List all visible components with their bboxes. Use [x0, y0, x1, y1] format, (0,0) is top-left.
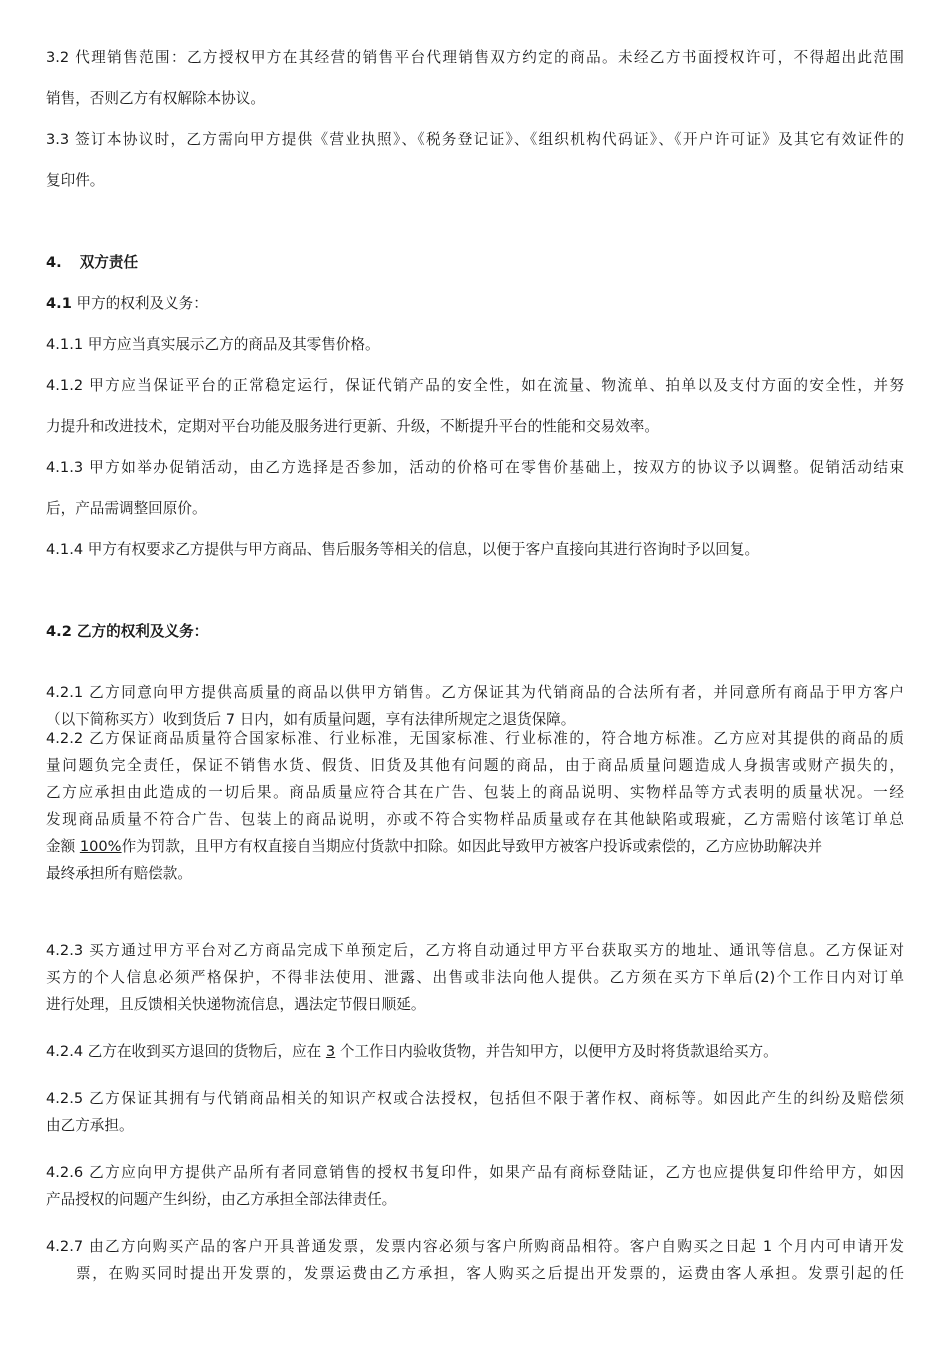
clause-4-2-3-line-3: 进行处理，且反馈相关快递物流信息，遇法定节假日顺延。: [46, 996, 426, 1013]
clause-4-2-2-line-2: 量问题负完全责任，保证不销售水货、假货、旧货及其他有问题的商品，由于商品质量问题造成人身损害或财产损失的，: [46, 757, 904, 774]
clause-4-1-2-line-1: 4.1.2 甲方应当保证平台的正常稳定运行，保证代销产品的安全性，如在流量、物流单、拍单以及支付方面的安全性，并努: [46, 377, 904, 394]
clause-4-2-4: [46, 1042, 778, 1062]
clause-4-2-1-line-1: 4.2.1 乙方同意向甲方提供高质量的商品以供甲方销售。乙方保证其为代销商品的合法所有者，并同意所有商品于甲方客户: [46, 684, 904, 701]
clause-3-3-line-2: 复印件。: [46, 172, 105, 189]
subsection-4-2-heading: 4.2 乙方的权利及义务：: [46, 623, 209, 640]
clause-4-1-3-line-1: 4.1.3 甲方如举办促销活动，由乙方选择是否参加，活动的价格可在零售价基础上，按双方的协议予以调整。促销活动结束: [46, 459, 904, 476]
clause-4-2-2-line-4: 发现商品质量不符合广告、包装上的商品说明，亦或不符合实物样品质量或存在其他缺陷或瑕疵，乙方需赔付该笔订单总: [46, 811, 904, 828]
clause-4-1-2-line-2: 力提升和改进技术，定期对平台功能及服务进行更新、升级，不断提升平台的性能和交易效率。: [46, 418, 659, 435]
clause-4-2-7-line-1: 4.2.7 由乙方向购买产品的客户开具普通发票，发票内容必须与客户所购商品相符。客户自购买之日起 1 个月内可申请开发: [46, 1238, 904, 1255]
clause-4-2-6-line-2: 产品授权的问题产生纠纷，由乙方承担全部法律责任。: [46, 1191, 397, 1208]
inspection-days: 3: [325, 1043, 336, 1060]
clause-4-1-1: 4.1.1 甲方应当真实展示乙方的商品及其零售价格。: [46, 336, 380, 353]
clause-4-2-1-line-2: （以下简称买方）收到货后 7 日内，如有质量问题，享有法律所规定之退货保障。: [46, 711, 576, 728]
clause-4-2-2-line-3: 乙方应承担由此造成的一切后果。商品质量应符合其在广告、包装上的商品说明、实物样品等方式表明的质量状况。一经: [46, 784, 904, 801]
clause-4-2-3-line-2: 买方的个人信息必须严格保护，不得非法使用、泄露、出售或非法向他人提供。乙方须在买方下单后(2)个工作日内对订单: [46, 969, 904, 986]
clause-3-2-line-1: 3.2 代理销售范围：乙方授权甲方在其经营的销售平台代理销售双方约定的商品。未经乙方书面授权许可，不得超出此范围: [46, 49, 904, 66]
section-4-heading: [46, 253, 138, 273]
clause-4-1-3-line-2: 后，产品需调整回原价。: [46, 500, 207, 517]
penalty-amount-label: 金额: [46, 838, 80, 855]
clause-4-2-5-line-2: 由乙方承担。: [46, 1117, 134, 1134]
section-4-number: 4.: [46, 254, 62, 271]
subsection-4-1-heading: [46, 294, 208, 314]
clause-4-2-4-text-a: 4.2.4 乙方在收到买方退回的货物后，应在: [46, 1043, 326, 1060]
penalty-percent: 100%: [79, 838, 122, 855]
clause-4-2-3-line-1: 4.2.3 买方通过甲方平台对乙方商品完成下单预定后，乙方将自动通过甲方平台获取买方的地址、通讯等信息。乙方保证对: [46, 942, 904, 959]
clause-4-2-2-line-5: [46, 837, 822, 857]
clause-3-2-line-2: 销售，否则乙方有权解除本协议。: [46, 90, 265, 107]
clause-4-2-4-text-b: 个工作日内验收货物，并告知甲方，以便甲方及时将货款退给买方。: [335, 1043, 778, 1060]
clause-4-1-4: 4.1.4 甲方有权要求乙方提供与甲方商品、售后服务等相关的信息，以便于客户直接向其进行咨询时予以回复。: [46, 541, 760, 558]
penalty-text: 作为罚款，且甲方有权直接自当期应付货款中扣除。如因此导致甲方被客户投诉或索偿的，乙方应协助解决并: [121, 838, 823, 855]
clause-4-2-2-line-1: 4.2.2 乙方保证商品质量符合国家标准、行业标准，无国家标准、行业标准的，符合地方标准。乙方应对其提供的商品的质: [46, 730, 904, 747]
subsection-4-1-title: 甲方的权利及义务：: [71, 295, 208, 312]
clause-4-2-7-line-2: 票，在购买同时提出开发票的，发票运费由乙方承担，客人购买之后提出开发票的，运费由客人承担。发票引起的任: [76, 1265, 904, 1282]
clause-4-2-6-line-1: 4.2.6 乙方应向甲方提供产品所有者同意销售的授权书复印件，如果产品有商标登陆证，乙方也应提供复印件给甲方，如因: [46, 1164, 904, 1181]
clause-4-2-2-line-6: 最终承担所有赔偿款。: [46, 865, 192, 882]
clause-3-3-line-1: 3.3 签订本协议时，乙方需向甲方提供《营业执照》、《税务登记证》、《组织机构代码证》、《开户许可证》及其它有效证件的: [46, 131, 904, 148]
clause-4-2-5-line-1: 4.2.5 乙方保证其拥有与代销商品相关的知识产权或合法授权，包括但不限于著作权、商标等。如因此产生的纠纷及赔偿须: [46, 1090, 904, 1107]
section-4-title: 双方责任: [79, 254, 139, 271]
subsection-4-1-number: 4.1: [46, 295, 72, 312]
